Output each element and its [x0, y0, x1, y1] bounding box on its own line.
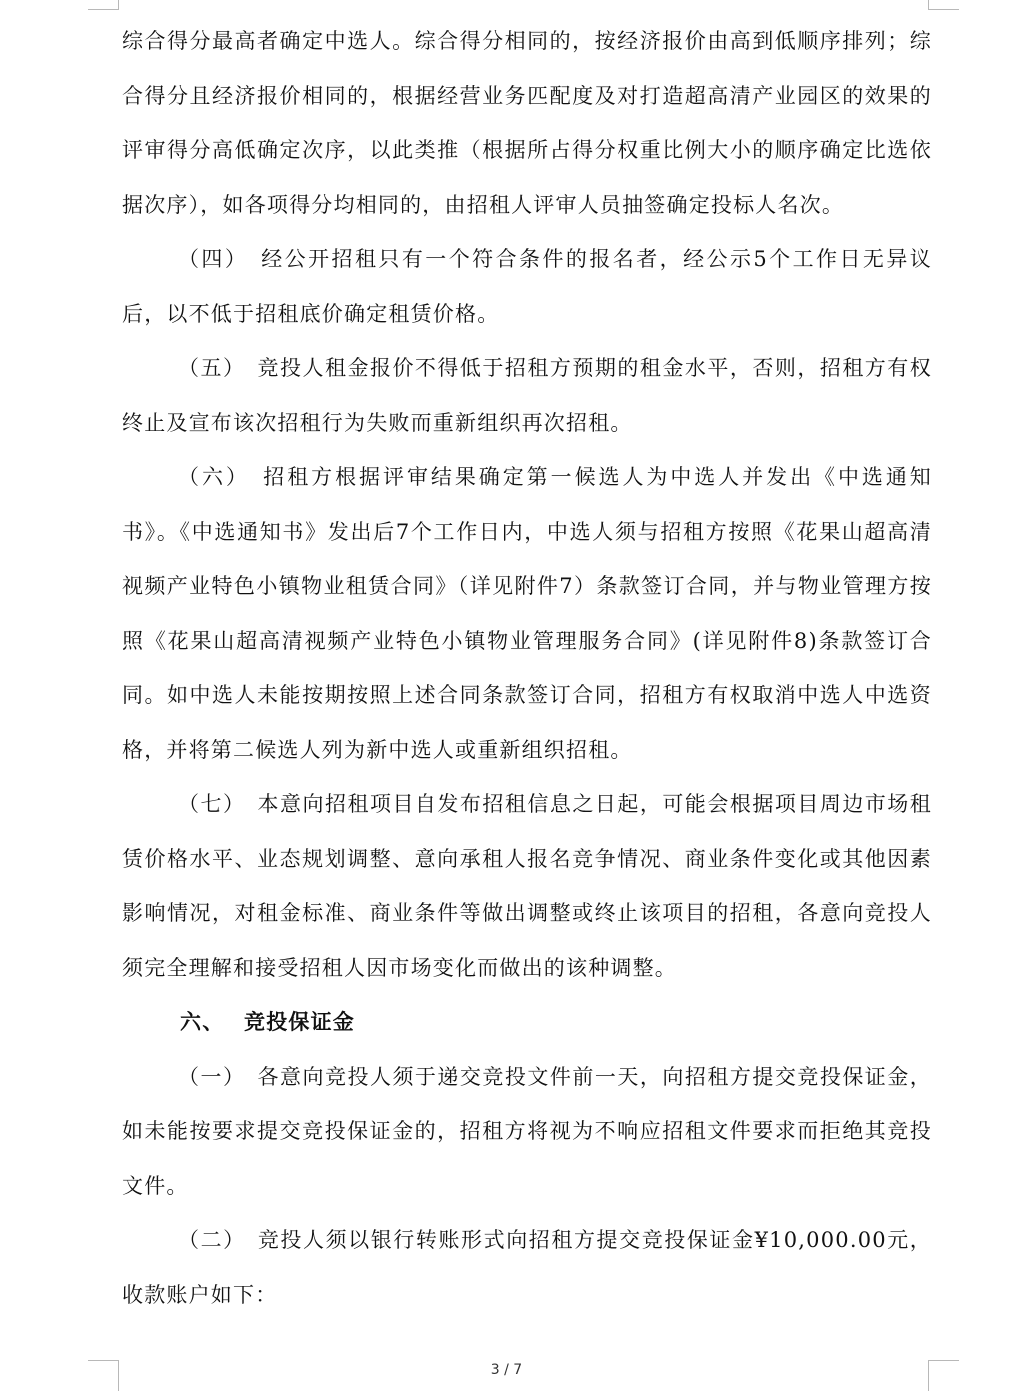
paragraph-deposit-2: （二） 竞投人须以银行转账形式向招租方提交竞投保证金¥10,000.00元，收款账户如下：: [122, 1228, 932, 1307]
paragraph-deposit-1: （一） 各意向竞投人须于递交竞投文件前一天，向招租方提交竞投保证金，如未能按要求提交竞投保证金的，招租方将视为不响应招租文件要求而拒绝其竞投文件。: [122, 1064, 932, 1198]
paragraph-continued: 综合得分最高者确定中选人。综合得分相同的，按经济报价由高到低顺序排列；综合得分且经济报价相同的，根据经营业务匹配度及对打造超高清产业园区的效果的评审得分高低确定次序，以此类推（根据所占得分权重比例大小的顺序确定比选依据次序），如各项得分均相同的，由招租人评审人员抽签确定投标人名次。: [122, 29, 932, 217]
page-number: 3 / 7: [490, 1362, 523, 1378]
section-heading-title: 竞投保证金: [244, 1010, 355, 1034]
section-heading-number: 六、: [180, 1010, 225, 1034]
paragraph-item-6: （六） 招租方根据评审结果确定第一候选人为中选人并发出《中选通知书》。《中选通知书》发出后7个工作日内，中选人须与招租方按照《花果山超高清视频产业特色小镇物业租赁合同》（详见附件7）条款签订合同，并与物业管理方按照《花果山超高清视频产业特色小镇物业管理服务合同》(详见附件8)条款签订合同。如中选人未能按期按照上述合同条款签订合同，招租方有权取消中选人中选资格，并将第二候选人列为新中选人或重新组织招租。: [122, 465, 932, 762]
paragraph-item-4: （四） 经公开招租只有一个符合条件的报名者，经公示5个工作日无异议后，以不低于招租底价确定租赁价格。: [122, 247, 932, 326]
paragraph-item-7: （七） 本意向招租项目自发布招租信息之日起，可能会根据项目周边市场租赁价格水平、业态规划调整、意向承租人报名竞争情况、商业条件变化或其他因素影响情况，对租金标准、商业条件等做出调整或终止该项目的招租，各意向竞投人须完全理解和接受招租人因市场变化而做出的该种调整。: [122, 792, 932, 980]
page-corner-mark-top-right: [928, 0, 959, 10]
page-corner-mark-top-left: [88, 0, 119, 10]
paragraph-item-5: （五） 竞投人租金报价不得低于招租方预期的租金水平，否则，招租方有权终止及宣布该次招租行为失败而重新组织再次招租。: [122, 356, 932, 435]
section-heading: [122, 995, 932, 1050]
document-body: [122, 14, 932, 1322]
